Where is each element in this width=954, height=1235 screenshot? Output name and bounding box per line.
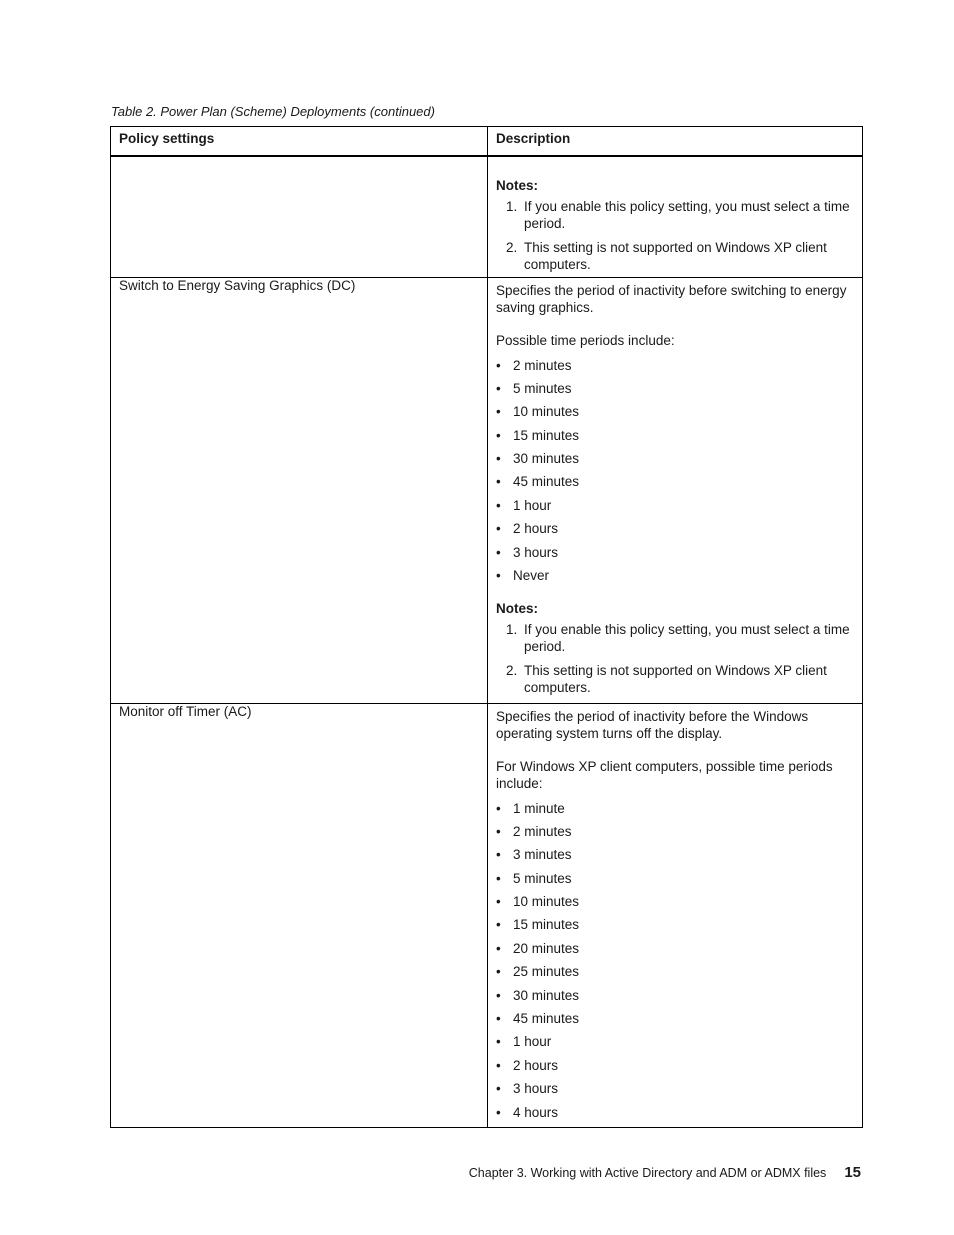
list-item: • 10 minutes [496,893,854,910]
table-row [111,703,863,1127]
list-item: • 20 minutes [496,940,854,957]
note-item [496,662,854,696]
header-description: Description [488,127,863,157]
list-item: • 30 minutes [496,987,854,1004]
list-item: • 10 minutes [496,403,854,420]
list-item: • 30 minutes [496,450,854,467]
list-item: • 2 hours [496,1057,854,1074]
list-item: • 2 hours [496,520,854,537]
chapter-title: Chapter 3. Working with Active Directory and ADM or ADMX files [468,1166,827,1180]
table-row [111,156,863,277]
notes-list [496,621,854,696]
policy-cell: Monitor off Timer (AC) [111,703,488,1127]
notes-list [496,198,854,273]
list-item: • 45 minutes [496,473,854,490]
list-item: • 3 hours [496,1080,854,1097]
list-item: • 3 hours [496,544,854,561]
list-item: • 1 minute [496,800,854,817]
time-period-list [496,800,854,1121]
list-item: • 15 minutes [496,427,854,444]
table-row [111,277,863,703]
note-text: If you enable this policy setting, you must select a time period. [524,199,850,231]
description-cell [488,703,863,1127]
note-text: If you enable this policy setting, you must select a time period. [524,622,850,655]
list-item: • 1 hour [496,497,854,514]
description-intro: Specifies the period of inactivity before switching to energy saving graphics. [496,282,847,315]
note-number: 1. [506,622,518,638]
list-item: • 5 minutes [496,870,854,887]
policy-cell [111,156,488,277]
note-text: This setting is not supported on Windows XP client computers. [524,240,827,272]
list-item: • 1 hour [496,1033,854,1050]
list-item: • 2 minutes [496,357,854,374]
note-number: 2. [506,663,518,679]
table-caption: Table 2. Power Plan (Scheme) Deployments (continued) [111,104,435,119]
possible-periods-label: For Windows XP client computers, possible time periods include: [496,758,833,791]
note-item [496,621,854,655]
notes-heading: Notes: [496,601,539,617]
description-cell [488,277,863,703]
header-policy-settings: Policy settings [111,127,488,157]
page-footer [469,1164,861,1181]
list-item: • 5 minutes [496,380,854,397]
list-item: • 4 hours [496,1104,854,1121]
table-header-row [111,127,863,157]
note-number: 2. [506,240,518,255]
list-item: • 45 minutes [496,1010,854,1027]
note-item [496,239,854,273]
note-number: 1. [506,199,518,214]
list-item: • 25 minutes [496,963,854,980]
time-period-list [496,357,854,585]
description-intro: Specifies the period of inactivity before the Windows operating system turns off the display. [496,708,809,741]
page-number: 15 [844,1164,861,1181]
list-item: • 2 minutes [496,823,854,840]
description-cell [488,156,863,277]
note-item [496,198,854,232]
list-item: • 3 minutes [496,846,854,863]
possible-periods-label: Possible time periods include: [496,332,675,348]
note-text: This setting is not supported on Windows XP client computers. [524,663,827,696]
policy-cell: Switch to Energy Saving Graphics (DC) [111,277,488,703]
power-plan-table [110,126,863,1128]
list-item: • Never [496,567,854,584]
list-item: • 15 minutes [496,916,854,933]
notes-heading: Notes: [496,178,539,193]
